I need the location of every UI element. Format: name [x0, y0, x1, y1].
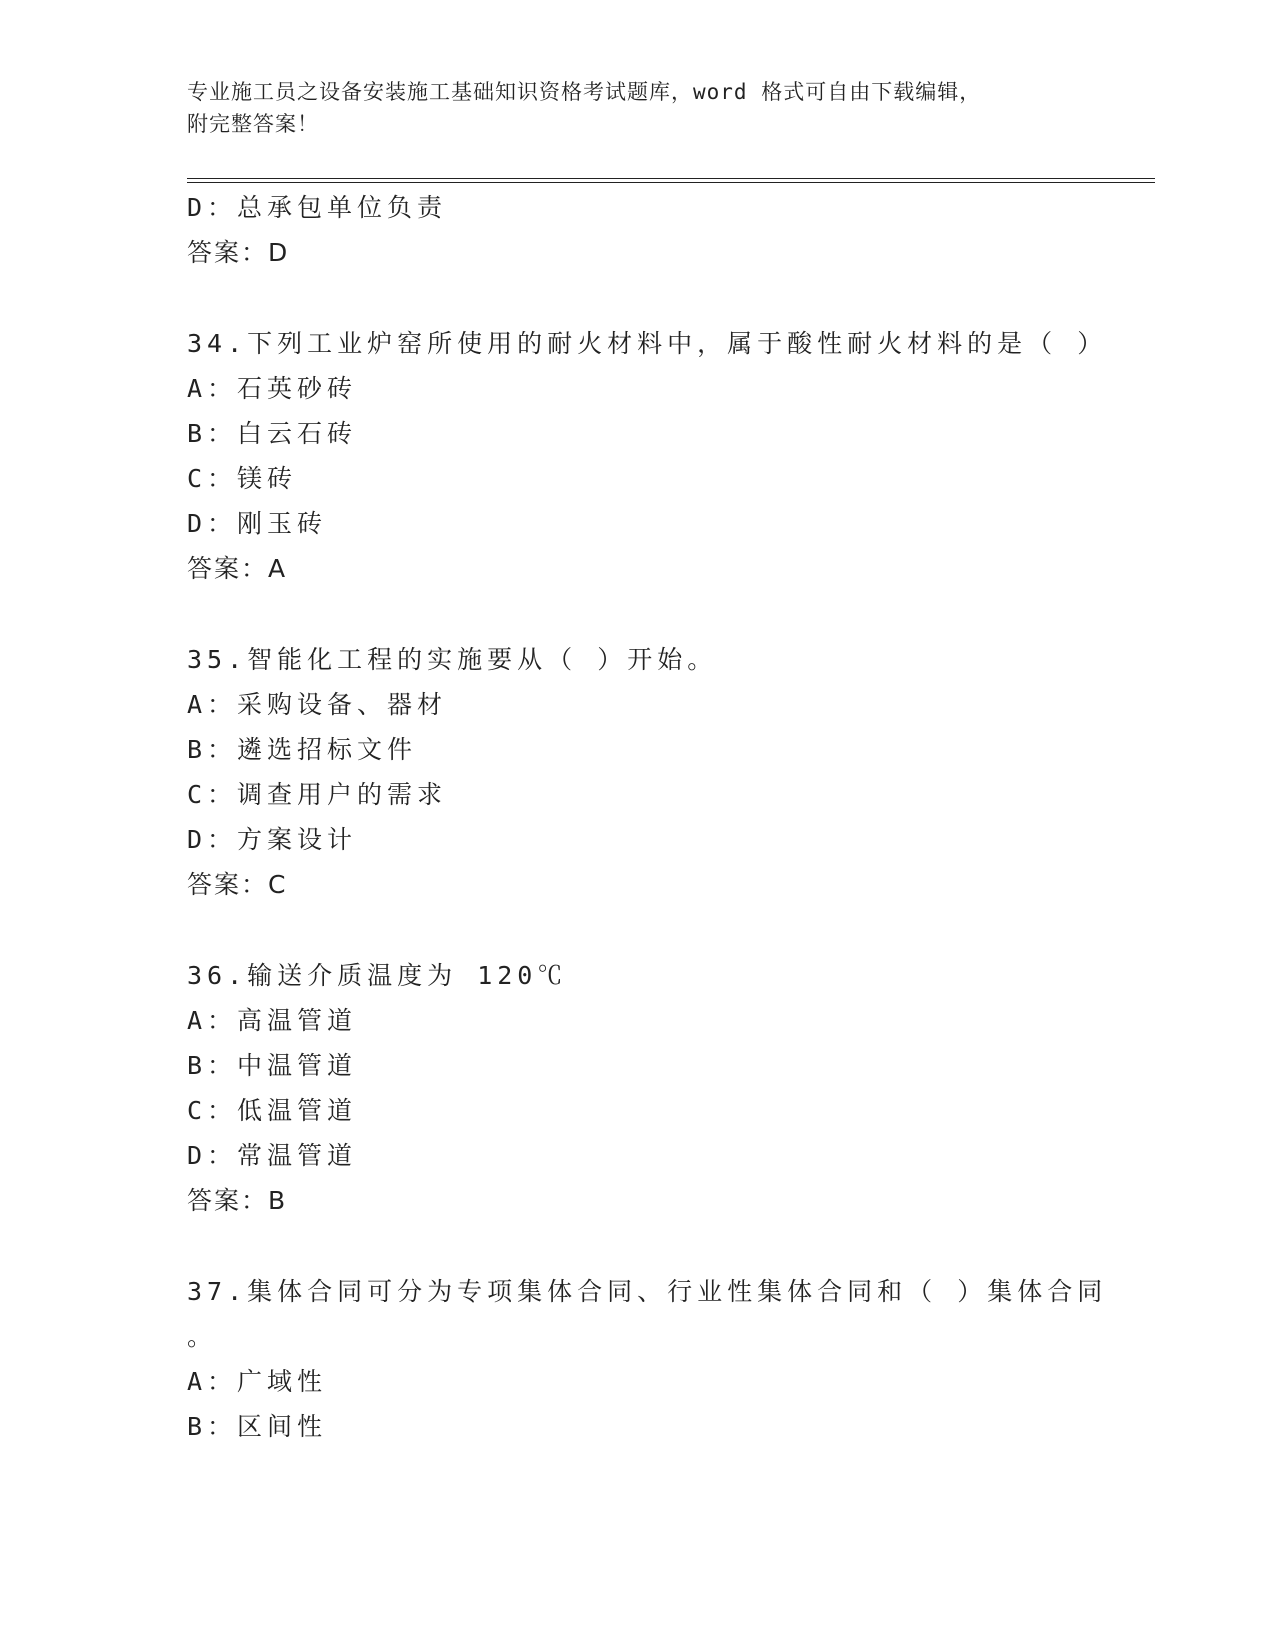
question-36-option-b: B：中温管道 — [187, 1051, 358, 1080]
question-37-stem-continuation: 。 — [187, 1322, 218, 1351]
question-35-option-c: C：调查用户的需求 — [187, 780, 448, 809]
question-36-stem: 36.输送介质温度为 120℃ — [187, 961, 568, 990]
question-36-option-a: A：高温管道 — [187, 1006, 358, 1035]
header-divider-top — [187, 178, 1155, 179]
question-35-answer: 答案：C — [187, 870, 288, 899]
question-37-option-a: A：广域性 — [187, 1367, 328, 1396]
question-34-stem: 34.下列工业炉窑所使用的耐火材料中，属于酸性耐火材料的是（ ） — [187, 329, 1108, 358]
question-35-option-d: D：方案设计 — [187, 825, 358, 854]
document-header — [187, 76, 1067, 140]
question-36-answer: 答案：B — [187, 1186, 288, 1215]
question-34-answer: 答案：A — [187, 554, 288, 583]
question-34-option-c: C：镁砖 — [187, 464, 298, 493]
header-line-2: 附完整答案！ — [187, 112, 319, 136]
answer: 答案：D — [187, 238, 290, 267]
question-35-stem: 35.智能化工程的实施要从（ ）开始。 — [187, 645, 718, 674]
option-d: D：总承包单位负责 — [187, 193, 448, 222]
question-36-option-d: D：常温管道 — [187, 1141, 358, 1170]
header-divider-bottom — [187, 182, 1155, 183]
question-34-option-a: A：石英砂砖 — [187, 374, 358, 403]
question-37-option-b: B：区间性 — [187, 1412, 328, 1441]
question-34-option-b: B：白云石砖 — [187, 419, 358, 448]
question-37-stem: 37.集体合同可分为专项集体合同、行业性集体合同和（ ）集体合同 — [187, 1277, 1108, 1306]
header-line-1: 专业施工员之设备安装施工基础知识资格考试题库，word 格式可自由下载编辑， — [187, 80, 982, 104]
question-35-option-a: A：采购设备、器材 — [187, 690, 448, 719]
question-36-option-c: C：低温管道 — [187, 1096, 358, 1125]
question-34-option-d: D：刚玉砖 — [187, 509, 328, 538]
question-35-option-b: B：遴选招标文件 — [187, 735, 418, 764]
